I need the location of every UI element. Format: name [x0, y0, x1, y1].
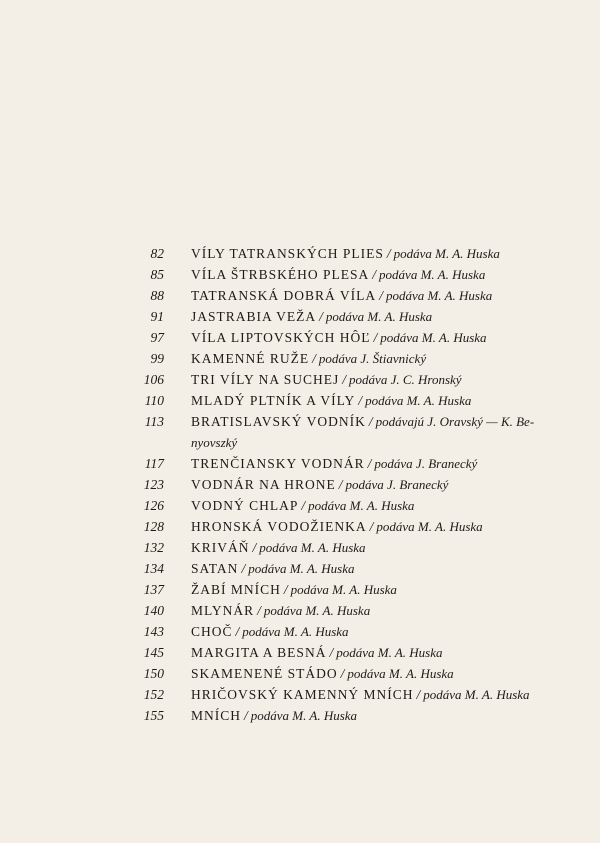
- story-title: VÍLA ŠTRBSKÉHO PLESA: [191, 267, 370, 282]
- page-number: 152: [143, 687, 164, 702]
- story-title: VODNÁR NA HRONE: [191, 477, 336, 492]
- toc-entry: [0, 516, 600, 537]
- entry-text: [191, 600, 571, 621]
- separator: /: [342, 372, 347, 387]
- page-number: 143: [143, 624, 164, 639]
- story-title: MLYNÁR: [191, 603, 255, 618]
- entry-text: [191, 663, 571, 684]
- page-number: 134: [143, 561, 164, 576]
- entry-text: [191, 579, 571, 600]
- toc-entry: [0, 495, 600, 516]
- entry-text: [191, 348, 571, 369]
- table-of-contents: [0, 243, 600, 726]
- story-title: ŽABÍ MNÍCH: [191, 582, 281, 597]
- toc-entry: [0, 264, 600, 285]
- separator: /: [368, 414, 373, 429]
- separator: /: [252, 540, 257, 555]
- entry-text: [191, 369, 571, 390]
- story-title: MNÍCH: [191, 708, 242, 723]
- toc-entry: [0, 453, 600, 474]
- page-number: 123: [143, 477, 164, 492]
- author-credit: podáva M. A. Huska: [365, 393, 472, 408]
- toc-entry: [0, 327, 600, 348]
- page-number: 106: [143, 372, 164, 387]
- author-credit: podáva M. A. Huska: [308, 498, 415, 513]
- story-title: TATRANSKÁ DOBRÁ VÍLA: [191, 288, 377, 303]
- author-credit: podáva M. A. Huska: [423, 687, 530, 702]
- page-number: 91: [150, 309, 164, 324]
- author-credit: podáva M. A. Huska: [325, 309, 433, 324]
- entry-text: [191, 411, 571, 453]
- story-title: BRATISLAVSKÝ VODNÍK: [191, 414, 366, 429]
- toc-entry: [0, 306, 600, 327]
- story-title: MLADÝ PLTNÍK A VÍLY: [191, 393, 356, 408]
- separator: /: [340, 666, 345, 681]
- toc-entry: [0, 663, 600, 684]
- toc-entry: [0, 600, 600, 621]
- page-number: 117: [144, 456, 164, 471]
- story-title: SKAMENENÉ STÁDO: [191, 666, 338, 681]
- page-number: 110: [144, 393, 164, 408]
- page-number: 155: [143, 708, 164, 723]
- author-credit: podáva J. Branecký: [374, 456, 478, 471]
- separator: /: [257, 603, 261, 618]
- toc-entry: [0, 705, 600, 726]
- entry-text: [191, 621, 571, 642]
- toc-entry: [0, 369, 600, 390]
- story-title: HRIČOVSKÝ KAMENNÝ MNÍCH: [191, 687, 414, 702]
- author-credit: podáva J. Branecký: [345, 477, 449, 492]
- story-title: KAMENNÉ RUŽE: [191, 351, 310, 366]
- page-number: 82: [150, 246, 164, 261]
- author-credit: podáva M. A. Huska: [347, 666, 454, 681]
- separator: /: [369, 519, 374, 534]
- toc-entry: [0, 348, 600, 369]
- story-title: HRONSKÁ VODOŽIENKA: [191, 519, 367, 534]
- separator: /: [386, 246, 391, 261]
- entry-text: [191, 537, 571, 558]
- separator: /: [283, 582, 288, 597]
- separator: /: [244, 708, 248, 723]
- toc-entry: [0, 285, 600, 306]
- separator: /: [416, 687, 421, 702]
- toc-entry: [0, 243, 600, 264]
- story-title: MARGITA A BESNÁ: [191, 645, 327, 660]
- toc-entry: [0, 642, 600, 663]
- page-number: 113: [144, 414, 164, 429]
- author-credit: podáva M. A. Huska: [248, 561, 355, 576]
- entry-text: [191, 285, 571, 306]
- story-title: VÍLY TATRANSKÝCH PLIES: [191, 246, 384, 261]
- separator: /: [338, 477, 343, 492]
- page-number: 88: [150, 288, 164, 303]
- separator: /: [379, 288, 383, 303]
- toc-entry: [0, 579, 600, 600]
- separator: /: [367, 456, 372, 471]
- separator: /: [329, 645, 334, 660]
- author-credit: podáva M. A. Huska: [379, 267, 486, 282]
- story-title: KRIVÁŇ: [191, 540, 250, 555]
- author-credit: podáva M. A. Huska: [385, 288, 493, 303]
- author-credit: podáva M. A. Huska: [263, 603, 371, 618]
- author-credit-continuation: nyovszký: [191, 435, 238, 450]
- author-credit: podáva M. A. Huska: [336, 645, 443, 660]
- page-number: 132: [143, 540, 164, 555]
- story-title: VÍLA LIPTOVSKÝCH HÔĽ: [191, 330, 371, 345]
- story-title: TRENČIANSKY VODNÁR: [191, 456, 365, 471]
- page-number: 150: [143, 666, 164, 681]
- author-credit: podáva M. A. Huska: [393, 246, 500, 261]
- entry-text: [191, 495, 571, 516]
- toc-entry: [0, 411, 600, 453]
- page-number: 140: [143, 603, 164, 618]
- separator: /: [319, 309, 323, 324]
- entry-text: [191, 327, 571, 348]
- entry-text: [191, 474, 571, 495]
- toc-entry: [0, 684, 600, 705]
- author-credit: podáva M. A. Huska: [242, 624, 349, 639]
- author-credit: podáva M. A. Huska: [250, 708, 358, 723]
- toc-entry: [0, 390, 600, 411]
- entry-text: [191, 705, 571, 726]
- story-title: VODNÝ CHLAP: [191, 498, 299, 513]
- separator: /: [301, 498, 306, 513]
- toc-entry: [0, 558, 600, 579]
- author-credit: podáva J. C. Hronský: [349, 372, 462, 387]
- entry-text: [191, 306, 571, 327]
- page-number: 126: [143, 498, 164, 513]
- separator: /: [372, 267, 377, 282]
- toc-entry: [0, 474, 600, 495]
- toc-entry: [0, 537, 600, 558]
- entry-text: [191, 642, 571, 663]
- page-number: 137: [143, 582, 164, 597]
- story-title: JASTRABIA VEŽA: [191, 309, 317, 324]
- separator: /: [235, 624, 240, 639]
- author-credit: podáva J. Štiavnický: [318, 351, 427, 366]
- story-title: TRI VÍLY NA SUCHEJ: [191, 372, 340, 387]
- author-credit: podáva M. A. Huska: [380, 330, 487, 345]
- separator: /: [358, 393, 363, 408]
- entry-text: [191, 516, 571, 537]
- author-credit: podávajú J. Oravský — K. Be-: [375, 414, 535, 429]
- story-title: SATAN: [191, 561, 239, 576]
- entry-text: [191, 390, 571, 411]
- page-number: 128: [143, 519, 164, 534]
- page-number: 97: [150, 330, 164, 345]
- entry-text: [191, 264, 571, 285]
- page-number: 145: [143, 645, 164, 660]
- separator: /: [373, 330, 378, 345]
- entry-text: [191, 684, 571, 705]
- page-number: 85: [150, 267, 164, 282]
- author-credit: podáva M. A. Huska: [259, 540, 366, 555]
- separator: /: [312, 351, 316, 366]
- entry-text: [191, 243, 571, 264]
- entry-text: [191, 453, 571, 474]
- page-number: 99: [150, 351, 164, 366]
- entry-text: [191, 558, 571, 579]
- separator: /: [241, 561, 246, 576]
- story-title: CHOČ: [191, 624, 233, 639]
- author-credit: podáva M. A. Huska: [376, 519, 483, 534]
- author-credit: podáva M. A. Huska: [290, 582, 397, 597]
- toc-entry: [0, 621, 600, 642]
